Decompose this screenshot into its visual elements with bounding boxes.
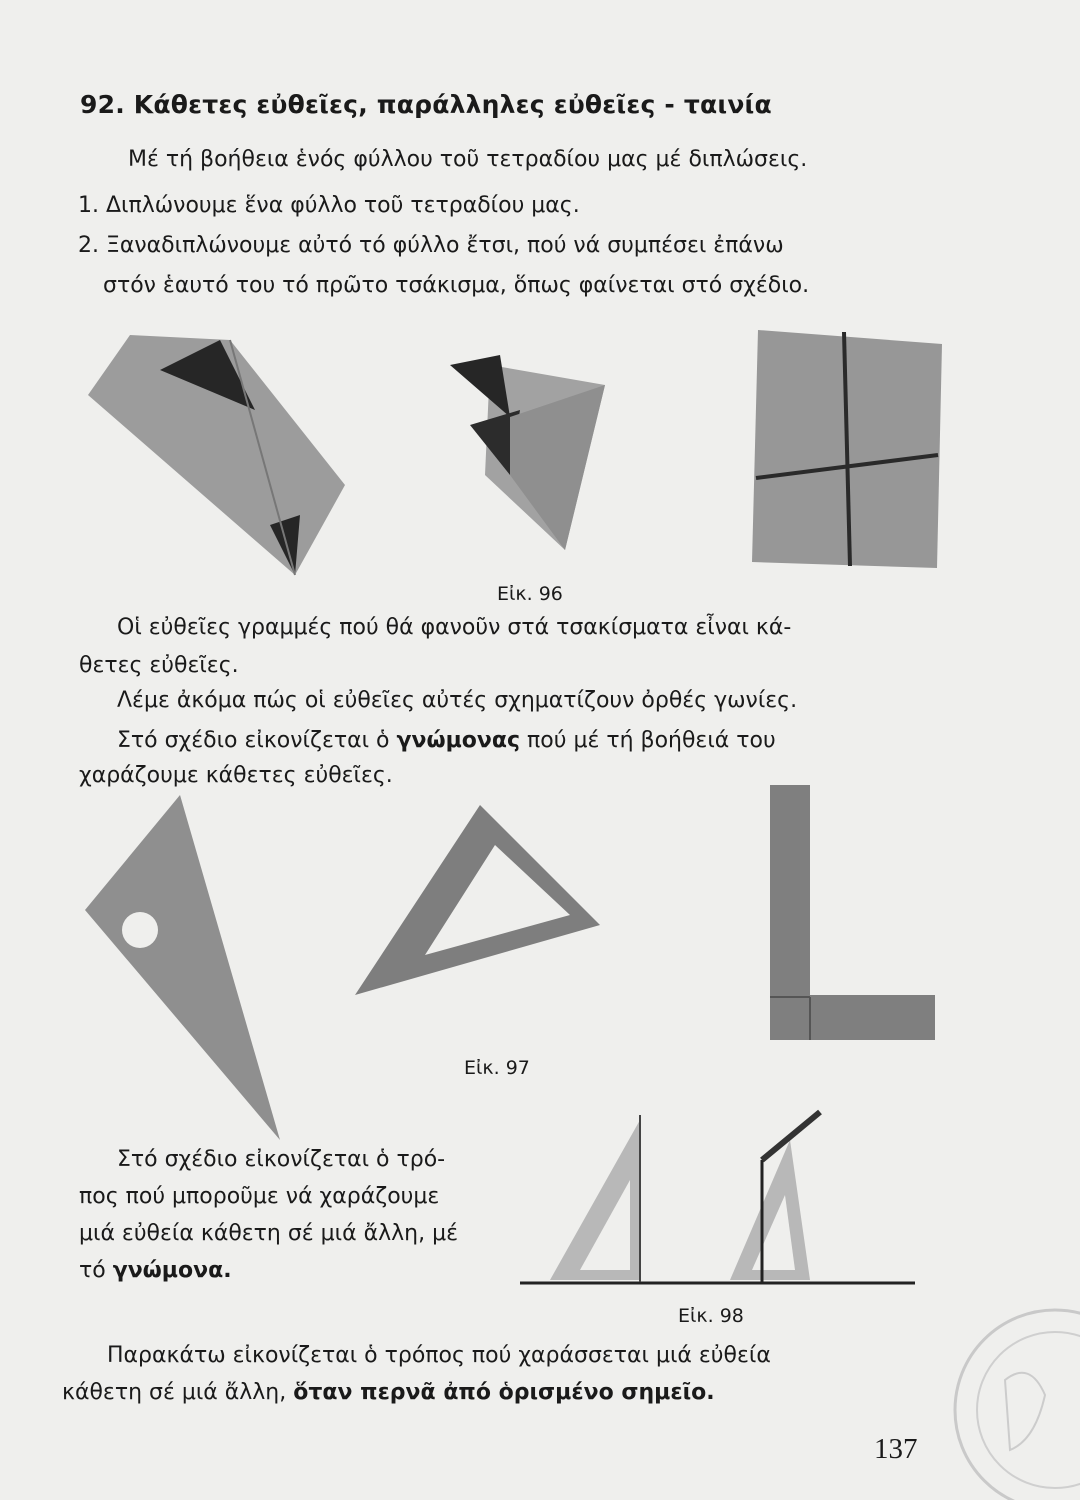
figure-98-caption: Εἰκ. 98 [678,1305,744,1327]
set-square-term: γνώμονας [396,728,521,753]
page-number: 137 [874,1433,918,1465]
figure-98-drawing-perpendicular [520,1100,920,1290]
through-point-term: ὅταν περνᾶ ἀπό ὁρισμένο σημεῖο. [293,1380,715,1405]
paragraph-through-point-line-1: Παρακάτω εἰκονίζεται ὁ τρόπος πού χαράσσεται μιά εὐθεία [107,1343,771,1368]
figure-97-open-triangle [355,805,605,1000]
figure-97-l-square [765,785,940,1045]
set-square-text-post: πού μέ τή βοήθειά του [520,728,776,753]
step-2-line-1: 2. Ξαναδιπλώνουμε αὐτό τό φύλλο ἔτσι, πού νά συμπέσει ἐπάνω [78,233,784,258]
paragraph-method-line-3: μιά εὐθεία κάθετη σέ μιά ἄλλη, μέ [79,1221,458,1246]
intro-line: Μέ τή βοήθεια ἑνός φύλλου τοῦ τετραδίου μας μέ διπλώσεις. [128,147,808,172]
library-stamp-icon [935,1300,1080,1500]
figure-97-caption: Εἰκ. 97 [464,1057,530,1079]
step-2-line-2: στόν ἑαυτό του τό πρῶτο τσάκισμα, ὅπως φαίνεται στό σχέδιο. [103,273,810,298]
paragraph-perpendicular-line-2: θετες εὐθεῖες. [79,653,239,678]
paragraph-set-square-line-1 [117,728,776,753]
method-term: γνώμονα. [112,1258,232,1283]
method-text-pre: τό [79,1258,113,1283]
figure-96-folded-paper-2 [430,355,615,555]
figure-96-unfolded-square [752,330,944,570]
figure-97-triangle-with-hole [80,795,295,1145]
figure-96-caption: Εἰκ. 96 [497,583,563,605]
section-heading: 92. Κάθετες εὐθεῖες, παράλληλες εὐθεῖες - ταινία [80,90,772,119]
step-1: 1. Διπλώνουμε ἕνα φύλλο τοῦ τετραδίου μας. [78,193,580,218]
set-square-text-pre: Στό σχέδιο εἰκονίζεται ὁ [117,728,397,753]
paragraph-right-angles: Λέμε ἀκόμα πώς οἱ εὐθεῖες αὐτές σχηματίζουν ὀρθές γωνίες. [117,688,798,713]
through-point-text-pre: κάθετη σέ μιά ἄλλη, [62,1380,294,1405]
paragraph-method-line-4 [79,1258,232,1283]
figure-96-folded-paper-1 [80,335,350,580]
paragraph-through-point-line-2 [62,1380,715,1405]
paragraph-method-line-2: πος πού μποροῦμε νά χαράζουμε [79,1184,440,1209]
paragraph-set-square-line-2: χαράζουμε κάθετες εὐθεῖες. [79,763,393,788]
paragraph-method-line-1: Στό σχέδιο εἰκονίζεται ὁ τρό- [117,1147,446,1172]
paragraph-perpendicular-line-1: Οἱ εὐθεῖες γραμμές πού θά φανοῦν στά τσακίσματα εἶναι κά- [117,615,792,640]
